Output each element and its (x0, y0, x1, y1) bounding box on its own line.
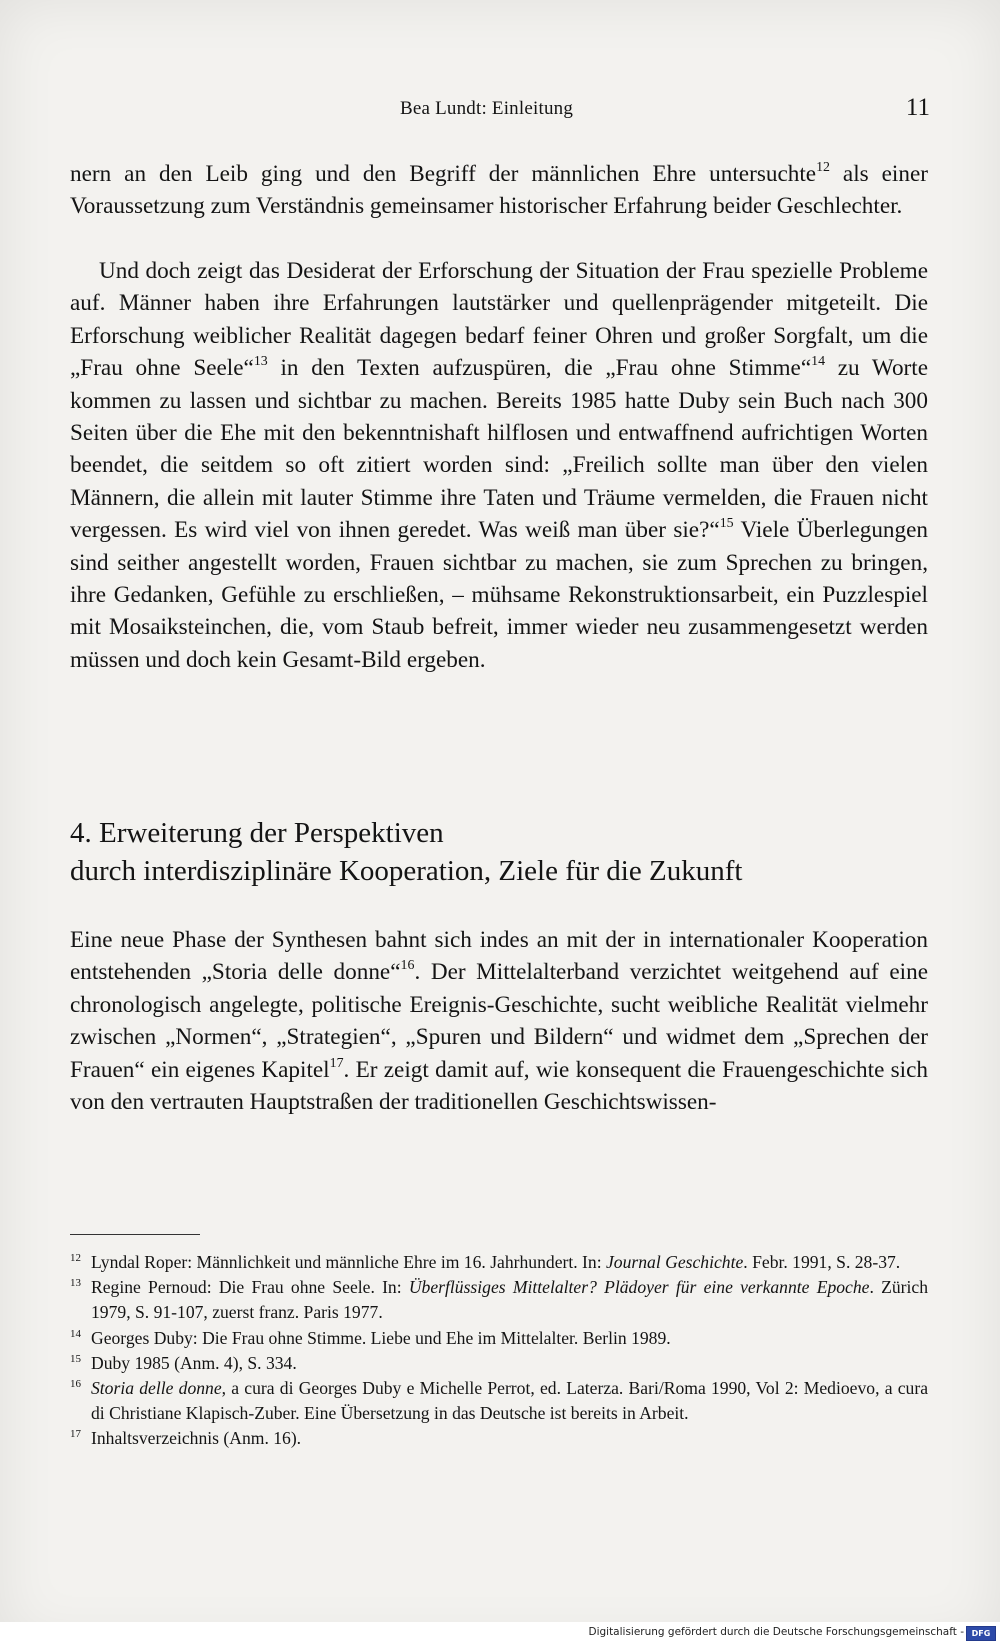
digitization-footer (0, 1622, 1000, 1645)
footnote-16 (70, 1376, 928, 1426)
footnote-14 (70, 1326, 928, 1351)
footnote-ref-14: 14 (811, 354, 826, 370)
text-run: . Zürich 1979, S. 91-107, zuerst franz. Paris 1977. (91, 1277, 928, 1323)
text-run: Inhaltsverzeichnis (Anm. 16). (91, 1428, 302, 1449)
text-run: nern an den Leib ging und den Begriff der männlichen Ehre untersuchte (70, 161, 817, 187)
footnote-ref-15: 15 (719, 516, 734, 532)
footnote-13 (70, 1275, 928, 1325)
page-number: 11 (905, 94, 930, 121)
footnote-number: 12 (70, 1252, 81, 1264)
italic-title: Überflüssiges Mittelalter? Plädoyer für eine verkannte Epoche (408, 1277, 870, 1298)
footnote-ref-13: 13 (253, 354, 268, 370)
footnote-ref-16: 16 (400, 958, 415, 974)
text-run: als einer Voraussetzung zum Verständnis gemeinsamer historischer Erfahrung beider Geschlechter. (70, 161, 928, 220)
text-run: Eine neue Phase der Synthesen bahnt sich indes an mit der in internationaler Kooperation entstehenden „Storia delle donne“ (70, 927, 928, 986)
text-run: Regine Pernoud: Die Frau ohne Seele. In: (91, 1277, 409, 1298)
footnote-17 (70, 1426, 928, 1451)
section-heading-line-1: 4. Erweiterung der Perspektiven (70, 817, 444, 849)
footnote-12 (70, 1250, 928, 1275)
section-heading-line-2: durch interdisziplinäre Kooperation, Ziele für die Zukunft (70, 855, 743, 887)
footnote-number: 15 (70, 1352, 81, 1365)
body-paragraph-1 (70, 158, 928, 223)
text-run: in den Texten aufzuspüren, die „Frau ohne Stimme“ (267, 355, 812, 382)
text-run: Lyndal Roper: Männlichkeit und männliche Ehre im 16. Jahrhundert. In: (91, 1252, 606, 1272)
section-heading (70, 814, 928, 890)
text-run: Viele Überlegungen sind seither angestellt worden, Frauen sichtbar zu machen, sie zum Sprechen zu bringen, ihre Gedanken, Gefühle zu erschließen, – mühsame Rekonstruktionsarbeit, ein Puzzlespiel mit Mosaiksteinchen, die, vom Staub befreit, immer wieder neu zusammengesetzt werden müssen und doch kein Gesamt-Bild ergeben. (70, 517, 929, 673)
running-head: Bea Lundt: Einleitung (400, 98, 574, 119)
page-header (70, 96, 930, 128)
body-paragraph-3 (70, 924, 928, 1118)
footnote-15 (70, 1351, 928, 1376)
text-run: . Er zeigt damit auf, wie konsequent die Frauengeschichte sich von den vertrauten Hauptstraßen der traditionellen Geschichtswissen- (70, 1056, 928, 1116)
footnote-number: 14 (70, 1327, 81, 1340)
italic-title: Storia delle donne (91, 1378, 222, 1399)
footnote-ref-12: 12 (816, 159, 830, 175)
text-run: zu Worte kommen zu lassen und sichtbar zu machen. Bereits 1985 hatte Duby sein Buch nach 300 Seiten über die Ehe mit den bekenntnishaft hilflosen und entwaffnend aufrichtigen Worten beendet, die seitdem so oft zitiert worden sind: „Freilich sollte man über den vielen Männern, die allein mit lauter Stimme ihre Taten und Träume vermelden, die Frauen nicht vergessen. Es wird viel von ihnen geredet. Was weiß man über sie?“ (70, 355, 929, 544)
text-run: . Der Mittelalterband verzichtet weitgehend auf eine chronologisch angelegte, politische Ereignis-Geschichte, sucht weibliche Realität vielmehr zwischen „Normen“, „Strategien“, „Spuren und Bildern“ und widmet dem „Sprechen der Frauen“ ein eigenes Kapitel (70, 959, 928, 1083)
italic-title: Journal Geschichte (606, 1252, 744, 1272)
text-run: Georges Duby: Die Frau ohne Stimme. Liebe und Ehe im Mittelalter. Berlin 1989. (91, 1327, 671, 1348)
body-paragraph-2 (70, 255, 928, 676)
footnotes (70, 1250, 928, 1452)
footnote-divider (70, 1234, 200, 1235)
funding-credit: Digitalisierung gefördert durch die Deutsche Forschungsgemeinschaft - (588, 1626, 964, 1638)
text-run: Und doch zeigt das Desiderat der Erforschung der Situation der Frau spezielle Probleme auf. Männer haben ihre Erfahrungen lautstärker und quellenprägender mitgeteilt. Die Erforschung weiblicher Realität dagegen bedarf feiner Ohren und großer Sorgfalt, um die „Frau ohne Seele“ (70, 258, 928, 382)
text-run: Duby 1985 (Anm. 4), S. 334. (91, 1352, 297, 1373)
footnote-number: 13 (70, 1277, 81, 1290)
dfg-logo: DFG (966, 1626, 996, 1641)
text-run: . Febr. 1991, S. 28-37. (743, 1252, 901, 1272)
text-run: , a cura di Georges Duby e Michelle Perrot, ed. Laterza. Bari/Roma 1990, Vol 2: Medioevo, a cura di Christiane Klapisch-Zuber. Eine Übersetzung in das Deutsche ist bereits in Arbeit. (91, 1378, 928, 1424)
footnote-ref-17: 17 (329, 1055, 344, 1071)
footnote-number: 17 (70, 1428, 81, 1441)
footnote-number: 16 (70, 1378, 81, 1391)
